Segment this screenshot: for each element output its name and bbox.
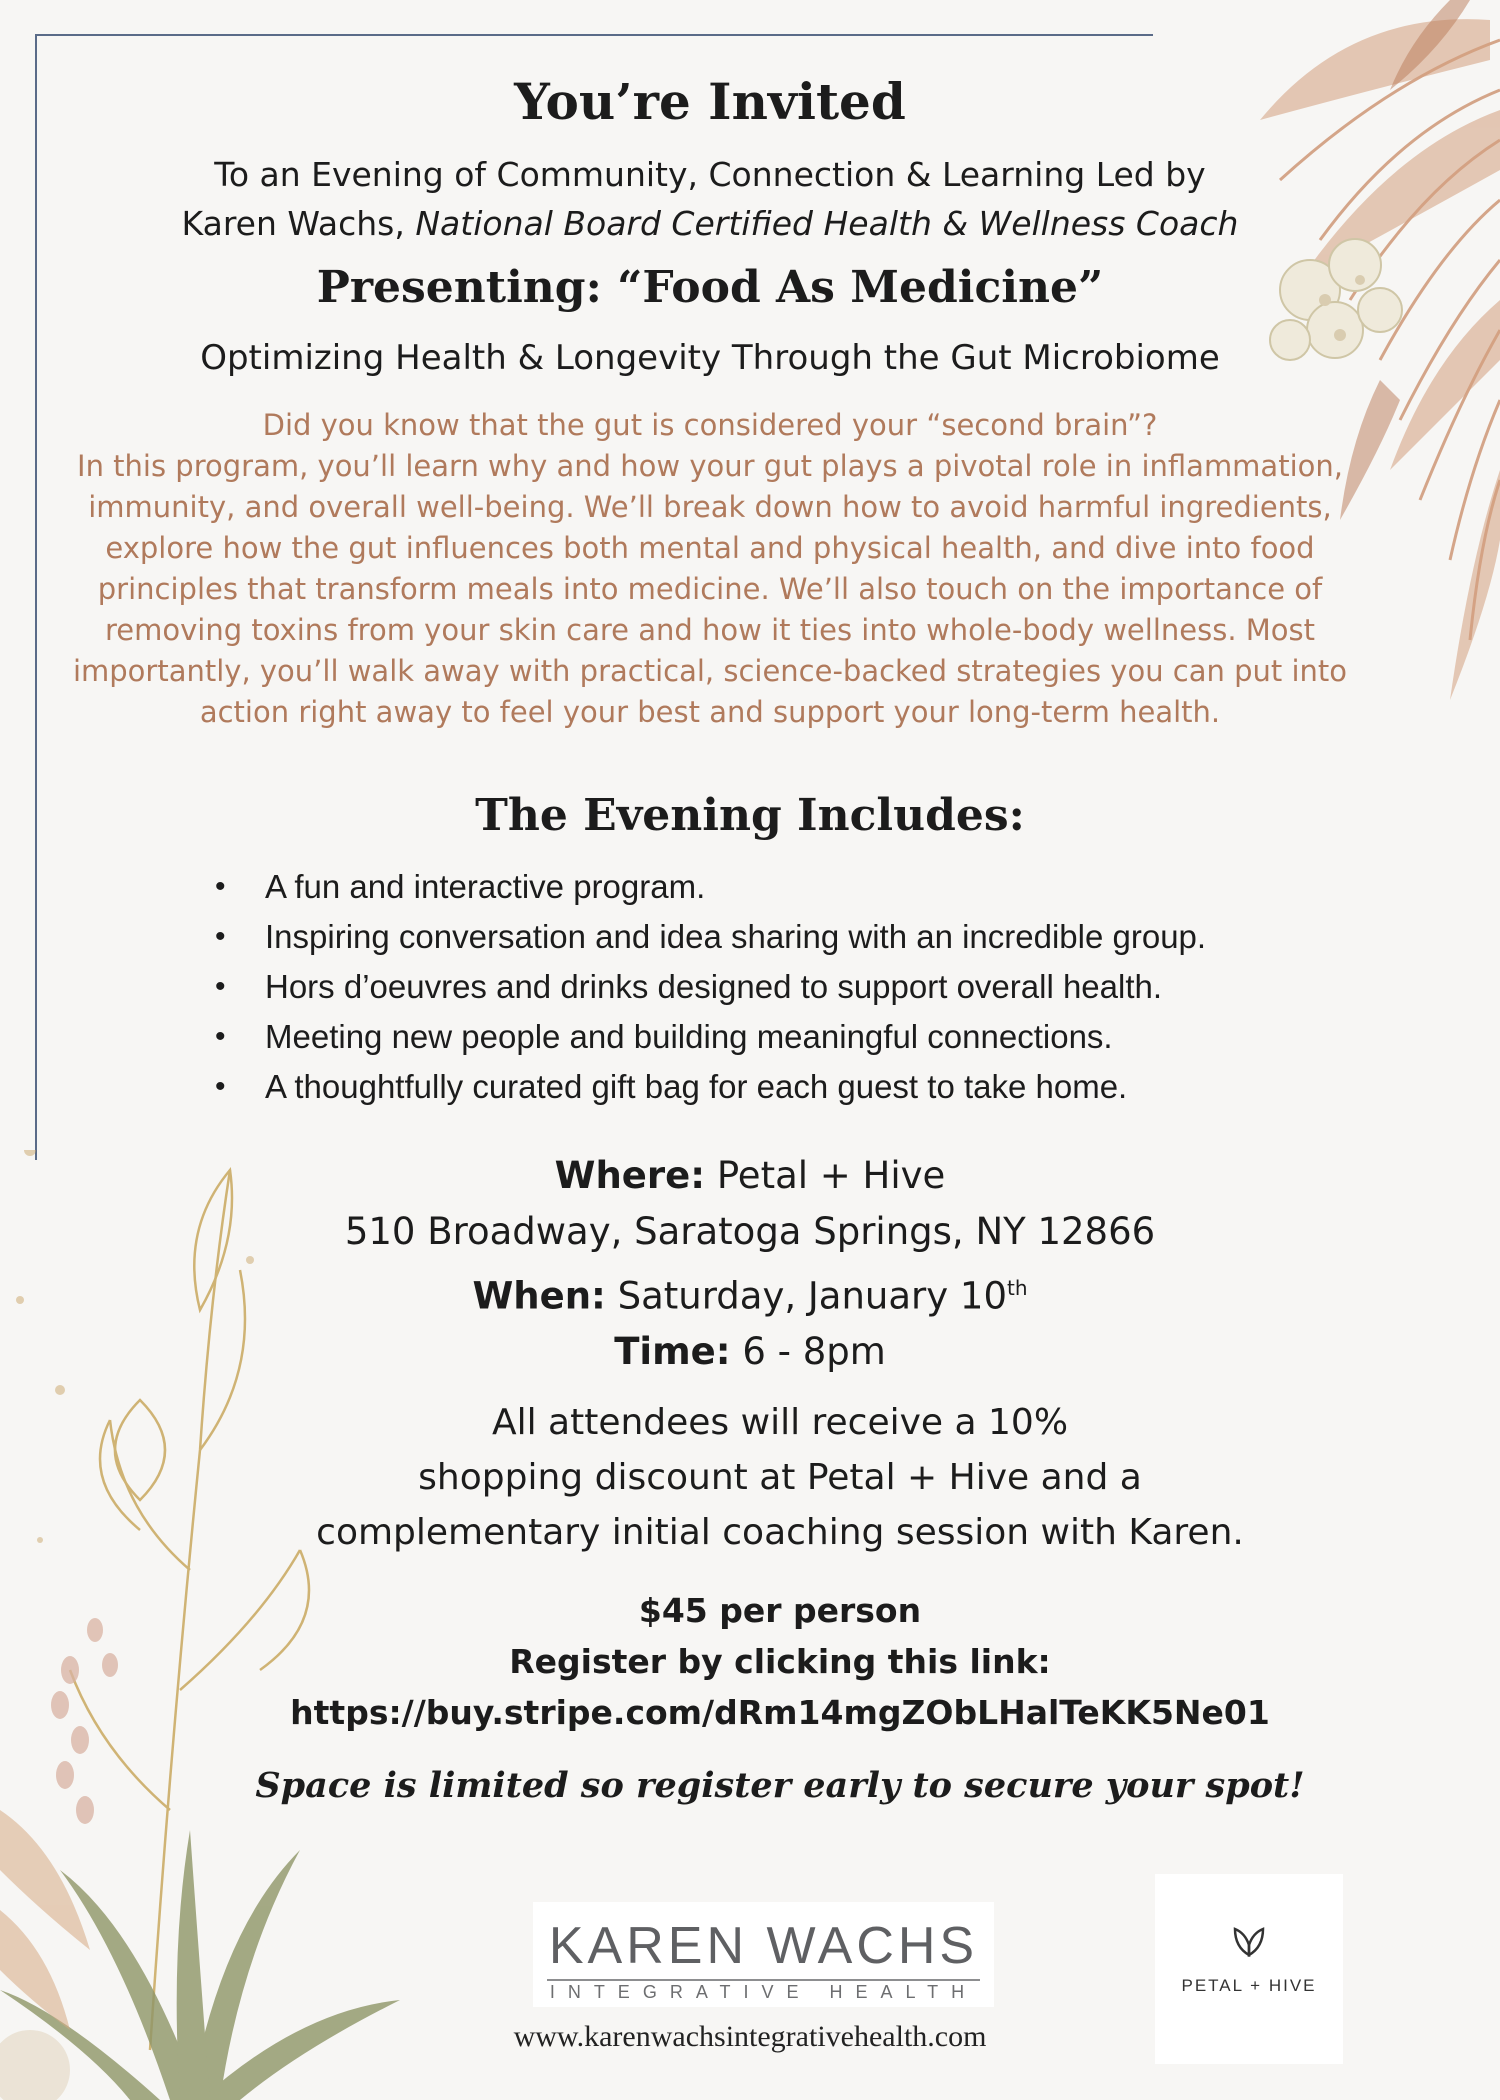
logo-ph-name: PETAL + HIVE [1181, 1976, 1317, 1995]
registration-block [260, 1585, 1300, 1738]
leaf-icon [1229, 1919, 1269, 1959]
registration-link[interactable]: https://buy.stripe.com/dRm14mgZObLHalTeKK5Ne01 [290, 1693, 1270, 1732]
perk-line: All attendees will receive a 10% [491, 1402, 1069, 1443]
where-value: Petal + Hive [716, 1154, 946, 1197]
list-item: • Hors d’oeuvres and drinks designed to support overall health. [210, 962, 1206, 1012]
list-item: • Meeting new people and building meaningful connections. [210, 1012, 1206, 1062]
list-item: • A thoughtfully curated gift bag for each guest to take home. [210, 1062, 1206, 1112]
includes-heading: The Evening Includes: [475, 790, 1025, 841]
perk-line: complementary initial coaching session with Karen. [316, 1512, 1244, 1553]
event-details [250, 1148, 1250, 1380]
logo-kw-tagline: INTEGRATIVE HEALTH [549, 1982, 978, 2002]
host-credential: National Board Certified Health & Wellness Coach [415, 204, 1239, 243]
includes-list [210, 862, 1206, 1112]
list-item: • Inspiring conversation and idea sharing with an incredible group. [210, 912, 1206, 962]
register-instruction: Register by clicking this link: [509, 1642, 1051, 1681]
attendee-perk [250, 1395, 1310, 1560]
logo-kw-divider [547, 1979, 980, 1981]
presentation-subtitle: Optimizing Health & Longevity Through the Gut Microbiome [200, 338, 1220, 378]
where-line [250, 1148, 1250, 1204]
price: $45 per person [638, 1591, 922, 1630]
perk-line: shopping discount at Petal + Hive and a [418, 1457, 1142, 1498]
intro-line: To an Evening of Community, Connection & Learning Led by [214, 155, 1206, 194]
time-line [250, 1324, 1250, 1380]
time-value: 6 - 8pm [742, 1330, 886, 1374]
intro-block [0, 150, 1420, 248]
address-line: 510 Broadway, Saratoga Springs, NY 12866 [344, 1210, 1156, 1253]
karen-wachs-logo [533, 1902, 994, 2007]
urgency-note: Space is limited so register early to secure your spot! [255, 1765, 1305, 1806]
host-name: Karen Wachs, [181, 204, 416, 243]
presentation-title: Presenting: “Food As Medicine” [316, 262, 1104, 313]
time-label: Time: [614, 1330, 731, 1374]
when-suffix: th [1007, 1276, 1028, 1300]
when-label: When: [472, 1274, 606, 1318]
when-line [250, 1260, 1250, 1324]
description-body: In this program, you’ll learn why and how your gut plays a pivotal role in inflammation, immunity, and overall well-being. We’ll break down how to avoid harmful ingredients, explore how the gut influences both mental and physical health, and dive into food principles that transform meals into medicine. We’ll also touch on the importance of removing toxins from your skin care and how it ties into whole-body wellness. Most importantly, you’ll walk away with practical, science-backed strategies you can put into action right away to feel your best and support your long-term health. [72, 449, 1348, 729]
where-label: Where: [554, 1154, 706, 1197]
intro-host-line [0, 199, 1420, 248]
program-description [70, 405, 1350, 733]
frame-top-line [35, 34, 1153, 36]
website-url[interactable]: www.karenwachsintegrativehealth.com [513, 2020, 987, 2053]
when-value: Saturday, January 10 [617, 1274, 1007, 1318]
logo-kw-name: KAREN WACHS [548, 1917, 979, 1975]
invitation-title: You’re Invited [514, 72, 906, 131]
description-lead: Did you know that the gut is considered your “second brain”? [262, 408, 1158, 442]
list-item: • A fun and interactive program. [210, 862, 1206, 912]
